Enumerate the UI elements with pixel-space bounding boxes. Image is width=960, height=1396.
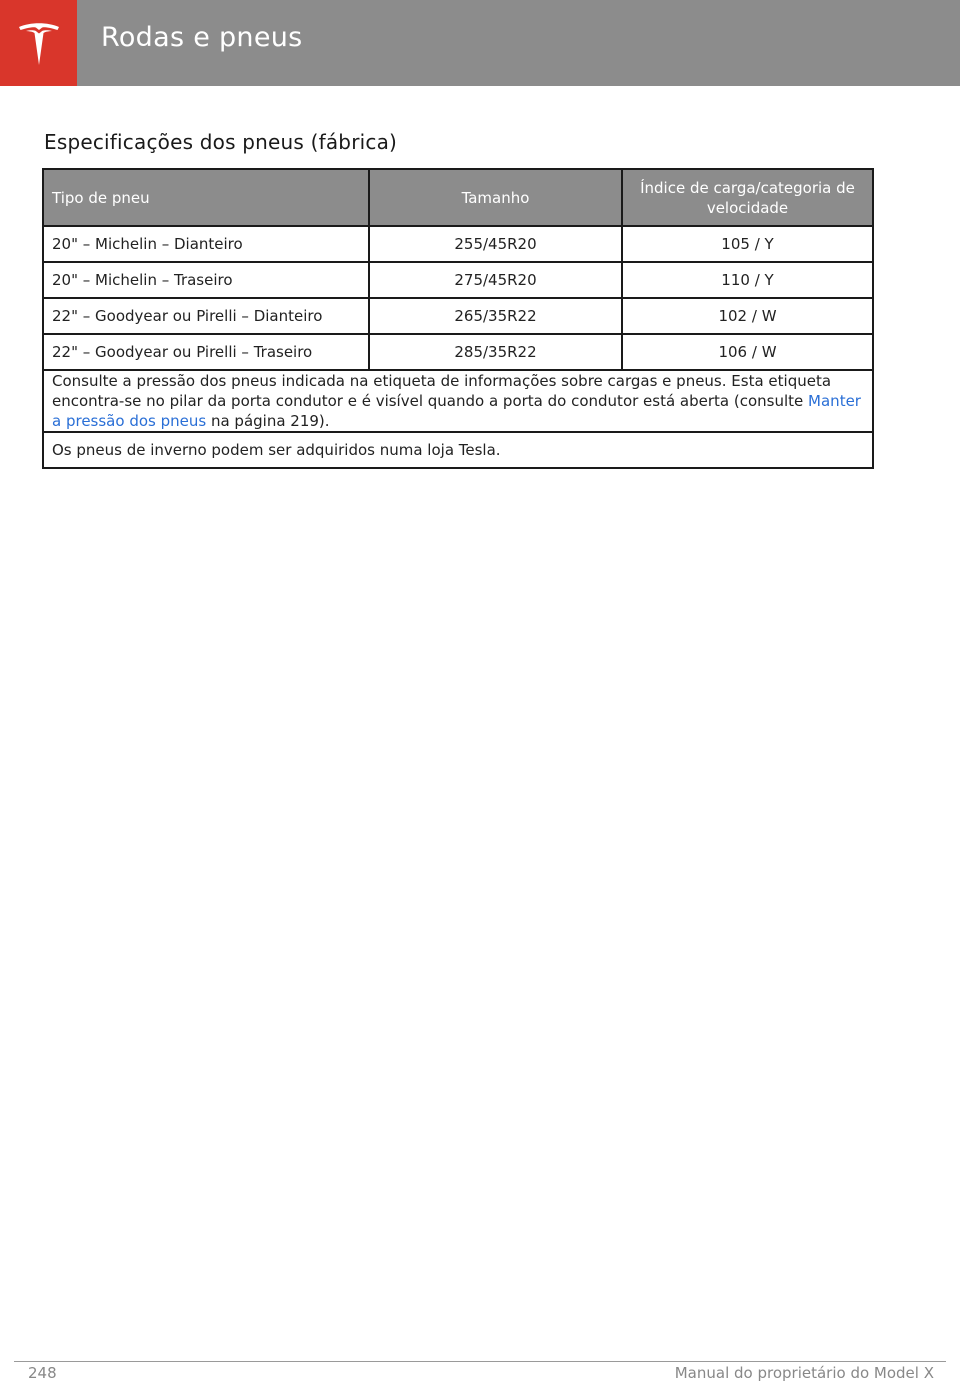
note-text-before: Consulte a pressão dos pneus indicada na etiqueta de informações sobre cargas e pneus. Esta etiqueta encontra-se no pilar da porta condutor e é visível quando a porta do condutor está aberta (consulte: [52, 372, 832, 410]
cell-size: 285/35R22: [369, 334, 622, 370]
table-note-row: [43, 432, 873, 468]
table-row: [43, 262, 873, 298]
logo-box: [0, 0, 77, 86]
table-row: [43, 298, 873, 334]
cell-tire-type: 20" – Michelin – Dianteiro: [43, 226, 369, 262]
cell-tire-type: 22" – Goodyear ou Pirelli – Dianteiro: [43, 298, 369, 334]
page-number: 248: [28, 1364, 57, 1382]
table-row: [43, 226, 873, 262]
cell-size: 275/45R20: [369, 262, 622, 298]
header-title: Rodas e pneus: [101, 22, 303, 53]
cell-size: 255/45R20: [369, 226, 622, 262]
cell-tire-type: 22" – Goodyear ou Pirelli – Traseiro: [43, 334, 369, 370]
footer-divider: [14, 1361, 946, 1362]
tire-pressure-note: [43, 370, 873, 432]
cell-load-speed: 110 / Y: [622, 262, 873, 298]
cell-size: 265/35R22: [369, 298, 622, 334]
section-title: Especificações dos pneus (fábrica): [44, 130, 398, 154]
tire-pressure-link[interactable]: Manter a pressão dos pneus: [52, 392, 861, 430]
tesla-logo-icon: [16, 19, 62, 67]
page-header: [0, 0, 960, 86]
table-header-row: [43, 169, 873, 226]
table-note-row: [43, 370, 873, 432]
cell-load-speed: 106 / W: [622, 334, 873, 370]
note-text-after: na página 219).: [206, 412, 330, 430]
column-header-load-speed: Índice de carga/categoria de velocidade: [622, 169, 873, 226]
winter-tires-note: Os pneus de inverno podem ser adquiridos numa loja Tesla.: [43, 432, 873, 468]
cell-tire-type: 20" – Michelin – Traseiro: [43, 262, 369, 298]
column-header-tire-type: Tipo de pneu: [43, 169, 369, 226]
column-header-size: Tamanho: [369, 169, 622, 226]
manual-title: Manual do proprietário do Model X: [674, 1364, 934, 1382]
cell-load-speed: 105 / Y: [622, 226, 873, 262]
table-row: [43, 334, 873, 370]
tire-spec-table: [42, 168, 874, 469]
cell-load-speed: 102 / W: [622, 298, 873, 334]
